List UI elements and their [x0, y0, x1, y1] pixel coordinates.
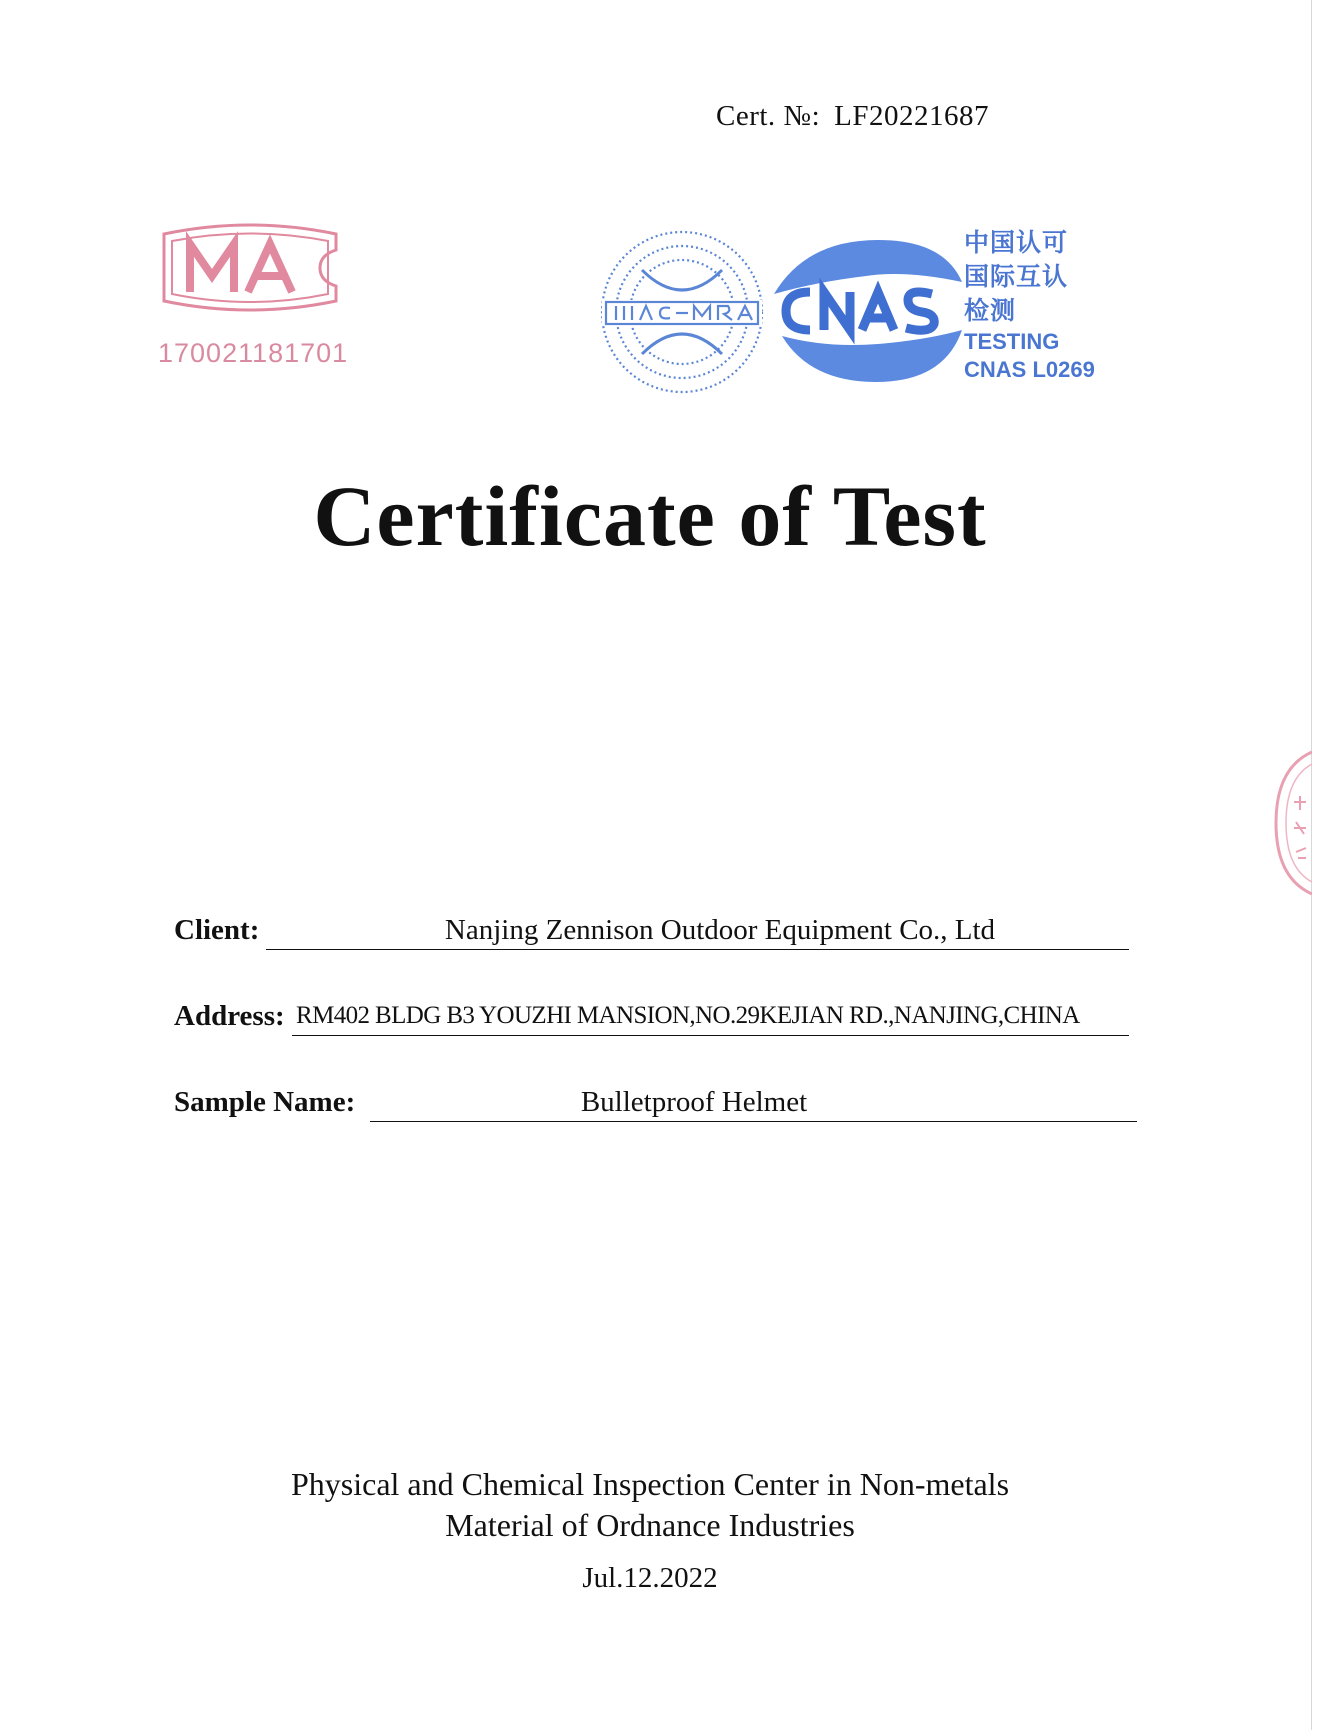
- cma-logo: [150, 220, 350, 315]
- cnas-accreditation-number: CNAS L0269: [964, 357, 1095, 382]
- cnas-cn-line: 检测: [964, 297, 1017, 325]
- client-label: Client:: [174, 914, 260, 946]
- ilac-mra-logo: [598, 228, 766, 396]
- cnas-testing-label: TESTING: [964, 329, 1060, 354]
- address-field: [174, 1000, 1129, 1040]
- cnas-accreditation-text: [964, 226, 1095, 384]
- sample-name-underline: [370, 1121, 1137, 1122]
- page-title: Certificate of Test: [313, 468, 987, 564]
- cnas-logo: [766, 236, 966, 386]
- sample-name-value: Bulletproof Helmet: [580, 1086, 808, 1118]
- address-label: Address:: [174, 1000, 285, 1032]
- cnas-cn-line: 国际互认: [964, 263, 1069, 291]
- sample-name-field: [174, 1086, 1137, 1126]
- issuer-name-line1: Physical and Chemical Inspection Center in Non-metals: [290, 1466, 1010, 1502]
- cert-number: [716, 100, 989, 133]
- issue-date: Jul.12.2022: [582, 1562, 718, 1594]
- cert-number-value: LF20221687: [834, 100, 989, 132]
- client-field: [174, 914, 1129, 954]
- address-value: RM402 BLDG B3 YOUZHI MANSION,NO.29KEJIAN RD.,NANJING,CHINA: [296, 1002, 1080, 1029]
- cnas-cn-line: 中国认可: [964, 229, 1069, 257]
- address-underline: [292, 1035, 1129, 1036]
- partial-seal-stamp: [1272, 748, 1312, 898]
- cma-number: 170021181701: [158, 338, 349, 368]
- client-value: Nanjing Zennison Outdoor Equipment Co., Ltd: [444, 914, 996, 946]
- client-underline: [266, 949, 1129, 950]
- sample-name-label: Sample Name:: [174, 1086, 356, 1118]
- cert-number-label: Cert. №:: [716, 100, 821, 132]
- issuer-name-line2: Material of Ordnance Industries: [445, 1507, 855, 1543]
